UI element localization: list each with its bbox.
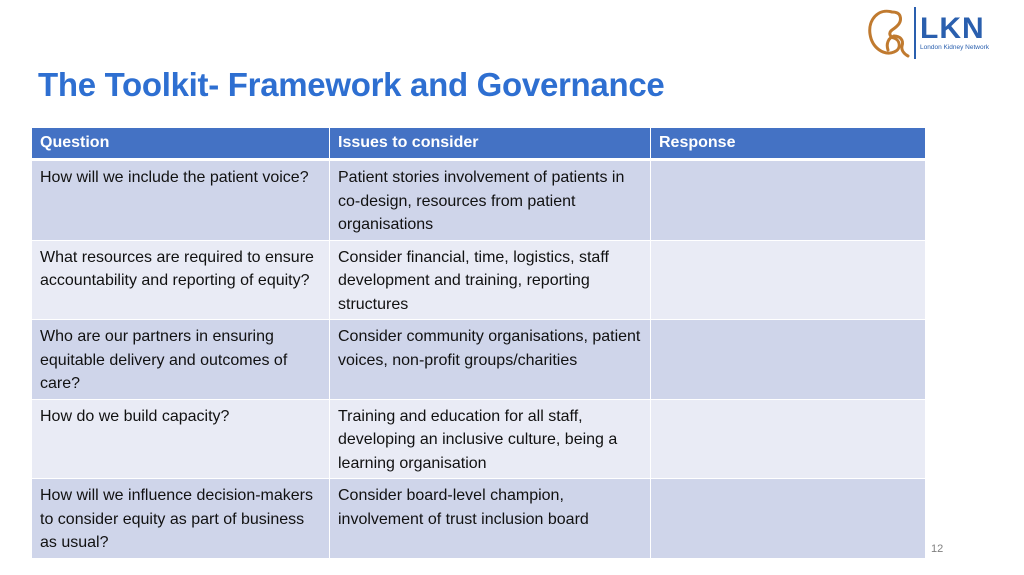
question-cell: How will we include the patient voice? — [32, 160, 330, 241]
question-cell: How do we build capacity? — [32, 399, 330, 479]
response-cell — [651, 399, 926, 479]
logo-divider — [914, 7, 916, 59]
issues-cell: Consider financial, time, logistics, staff development and training, reporting structures — [330, 240, 651, 320]
lkn-logo — [866, 4, 1016, 62]
question-cell: What resources are required to ensure accountability and reporting of equity? — [32, 240, 330, 320]
table-row — [32, 160, 926, 241]
header-response: Response — [651, 128, 926, 160]
header-issues: Issues to consider — [330, 128, 651, 160]
question-cell: How will we influence decision-makers to consider equity as part of business as usual? — [32, 479, 330, 559]
issues-cell: Consider board-level champion, involvement of trust inclusion board — [330, 479, 651, 559]
logo-name: LKN — [920, 12, 985, 45]
response-cell — [651, 240, 926, 320]
slide-title: The Toolkit- Framework and Governance — [38, 66, 665, 103]
header-question: Question — [32, 128, 330, 160]
table-row — [32, 479, 926, 559]
toolkit-table — [31, 127, 926, 559]
logo-subtitle: London Kidney Network — [920, 44, 990, 51]
response-cell — [651, 479, 926, 559]
response-cell — [651, 320, 926, 400]
table-row — [32, 240, 926, 320]
response-cell — [651, 160, 926, 241]
issues-cell: Training and education for all staff, developing an inclusive culture, being a learning organisation — [330, 399, 651, 479]
issues-cell: Patient stories involvement of patients in co-design, resources from patient organisations — [330, 160, 651, 241]
table-row — [32, 320, 926, 400]
table-row — [32, 399, 926, 479]
page-number: 12 — [931, 543, 944, 555]
table-header-row — [32, 128, 926, 160]
kidney-icon — [866, 6, 912, 60]
issues-cell: Consider community organisations, patient voices, non-profit groups/charities — [330, 320, 651, 400]
question-cell: Who are our partners in ensuring equitable delivery and outcomes of care? — [32, 320, 330, 400]
